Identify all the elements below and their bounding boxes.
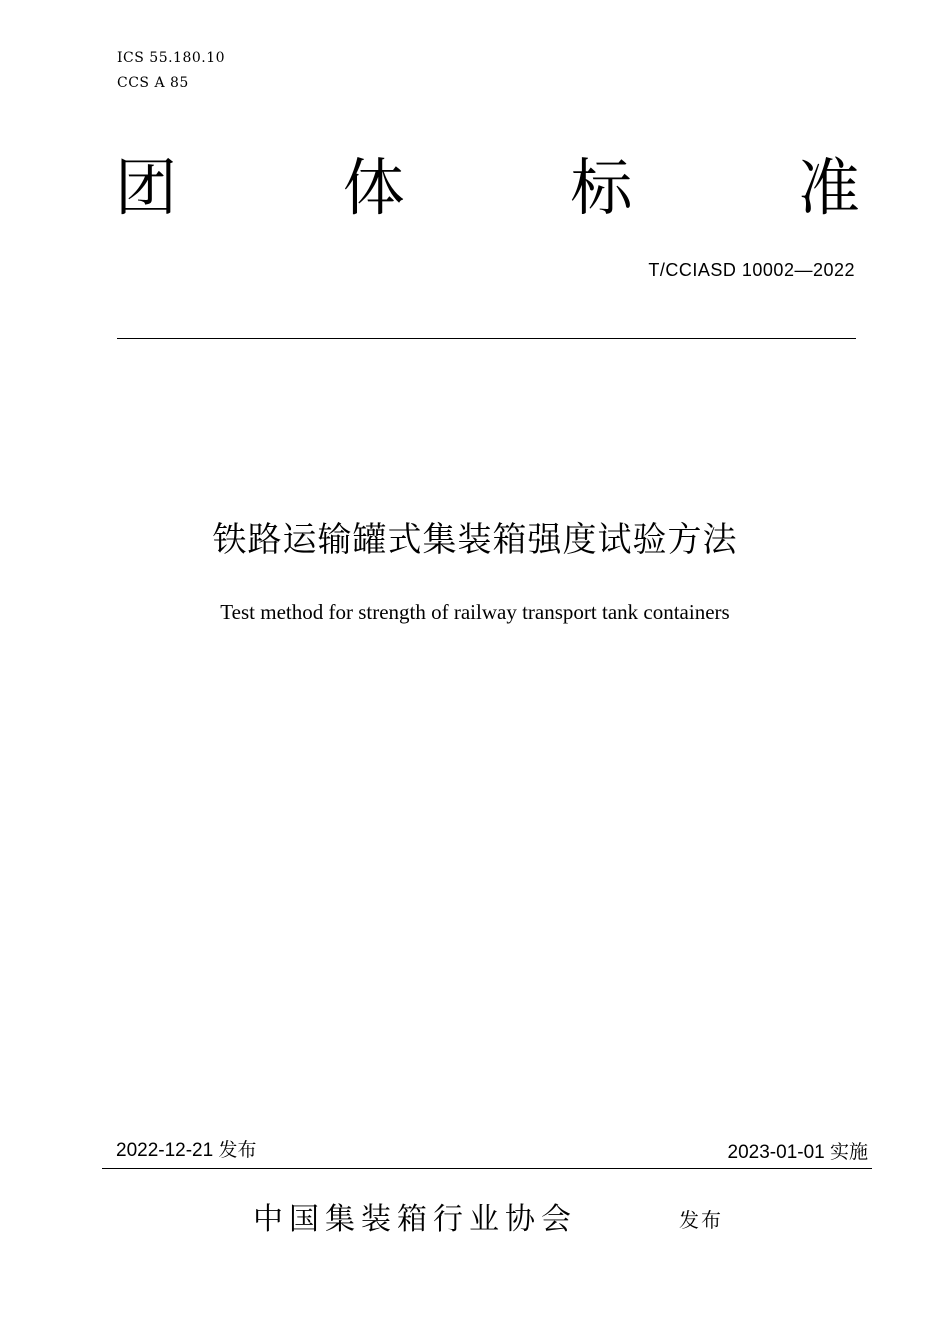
english-title: Test method for strength of railway transport tank containers (220, 600, 730, 624)
issuing-organization: 中国集装箱行业协会 (253, 1202, 577, 1237)
ics-code: ICS 55.180.10 (117, 50, 226, 66)
standard-type-char: 团 (115, 151, 178, 224)
implementation-date: 2023-01-01 实施 (727, 1142, 868, 1163)
chinese-title: 铁路运输罐式集装箱强度试验方法 (212, 520, 738, 560)
publish-label: 发布 (679, 1208, 723, 1232)
standard-type-char: 准 (797, 151, 860, 224)
standard-type-char: 体 (342, 151, 405, 224)
standard-type-heading (115, 151, 860, 224)
ccs-code: CCS A 85 (117, 75, 189, 91)
issue-date: 2022-12-21 发布 (116, 1140, 257, 1161)
standard-type-char: 标 (570, 151, 633, 224)
bottom-divider (102, 1168, 872, 1169)
top-divider (117, 338, 856, 339)
standard-number: T/CCIASD 10002—2022 (648, 260, 855, 280)
